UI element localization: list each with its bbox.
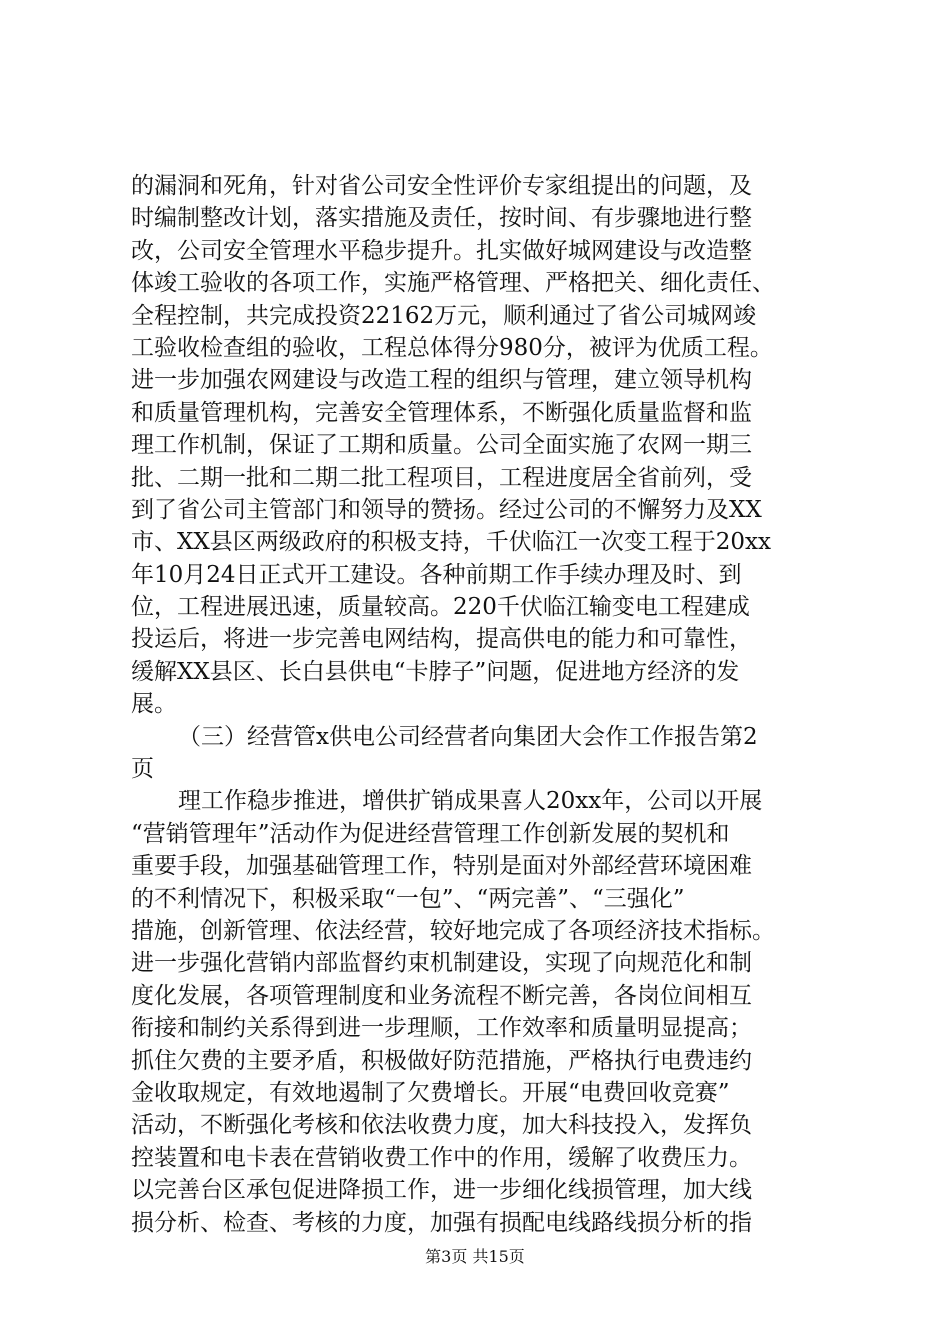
text-line: 重要手段，加强基础管理工作，特别是面对外部经营环境困难 <box>131 853 752 880</box>
text-line: 进一步加强农网建设与改造工程的组织与管理，建立领导机构 <box>131 367 752 394</box>
text-line: “营销管理年”活动作为促进经营管理工作创新发展的契机和 <box>131 820 730 847</box>
text-line: 以完善台区承包促进降损工作，进一步细化线损管理，加大线 <box>131 1177 752 1204</box>
text-line: 理工作稳步推进，增供扩销成果喜人20xx年，公司以开展 <box>178 788 763 815</box>
text-line: 控装置和电卡表在营销收费工作中的作用，缓解了收费压力。 <box>131 1144 752 1171</box>
text-line: 投运后，将进一步完善电网结构，提高供电的能力和可靠性， <box>131 626 752 653</box>
text-line: 展。 <box>131 691 177 718</box>
text-line: 的漏洞和死角，针对省公司安全性评价专家组提出的问题，及 <box>131 173 752 199</box>
page-footer: 第3页 共15页 <box>425 1247 525 1266</box>
text-line: 进一步强化营销内部监督约束机制建设，实现了向规范化和制 <box>131 950 752 977</box>
text-line: 度化发展，各项管理制度和业务流程不断完善，各岗位间相互 <box>131 982 752 1009</box>
text-line: 的不利情况下，积极采取“一包”、“两完善”、“三强化” <box>131 885 685 912</box>
text-line: 损分析、检查、考核的力度，加强有损配电线路线损分析的指 <box>131 1209 752 1236</box>
text-line: 全程控制，共完成投资22162万元，顺利通过了省公司城网竣 <box>131 302 757 329</box>
paragraph-section-three <box>131 785 851 1238</box>
section-heading <box>131 721 851 786</box>
document-body <box>131 170 851 1239</box>
text-line: 和质量管理机构，完善安全管理体系，不断强化质量监督和监 <box>131 399 752 426</box>
text-line: 衔接和制约关系得到进一步理顺，工作效率和质量明显提高； <box>131 1015 752 1042</box>
heading-line: 页 <box>131 756 154 783</box>
text-line: 体竣工验收的各项工作，实施严格管理、严格把关、细化责任、 <box>131 270 775 297</box>
text-line: 时编制整改计划，落实措施及责任，按时间、有步骤地进行整 <box>131 205 752 232</box>
text-line: 年10月24日正式开工建设。各种前期工作手续办理及时、到 <box>131 561 742 588</box>
text-line: 抓住欠费的主要矛盾，积极做好防范措施，严格执行电费违约 <box>131 1047 752 1074</box>
text-line: 措施，创新管理、依法经营，较好地完成了各项经济技术指标。 <box>131 917 775 944</box>
text-line: 市、XX县区两级政府的积极支持，千伏临江一次变工程于20xx <box>131 529 771 556</box>
text-line: 批、二期一批和二期二批工程项目，工程进度居全省前列，受 <box>131 464 752 491</box>
text-line: 缓解XX县区、长白县供电“卡脖子”问题，促进地方经济的发 <box>131 658 740 685</box>
text-line: 理工作机制，保证了工期和质量。公司全面实施了农网一期三 <box>131 432 752 459</box>
text-line: 改，公司安全管理水平稳步提升。扎实做好城网建设与改造整 <box>131 237 752 264</box>
heading-line: （三）经营管x供电公司经营者向集团大会作工作报告第2 <box>178 723 758 750</box>
text-line: 工验收检查组的验收，工程总体得分980分，被评为优质工程。 <box>131 334 773 361</box>
text-line: 活动，不断强化考核和依法收费力度，加大科技投入，发挥负 <box>131 1112 752 1139</box>
text-line: 到了省公司主管部门和领导的赞扬。经过公司的不懈努力及XX <box>131 496 762 523</box>
paragraph-continuation <box>131 170 851 721</box>
text-line: 金收取规定，有效地遏制了欠费增长。开展“电费回收竞赛” <box>131 1079 730 1106</box>
text-line: 位，工程进展迅速，质量较高。220千伏临江输变电工程建成 <box>131 594 750 621</box>
